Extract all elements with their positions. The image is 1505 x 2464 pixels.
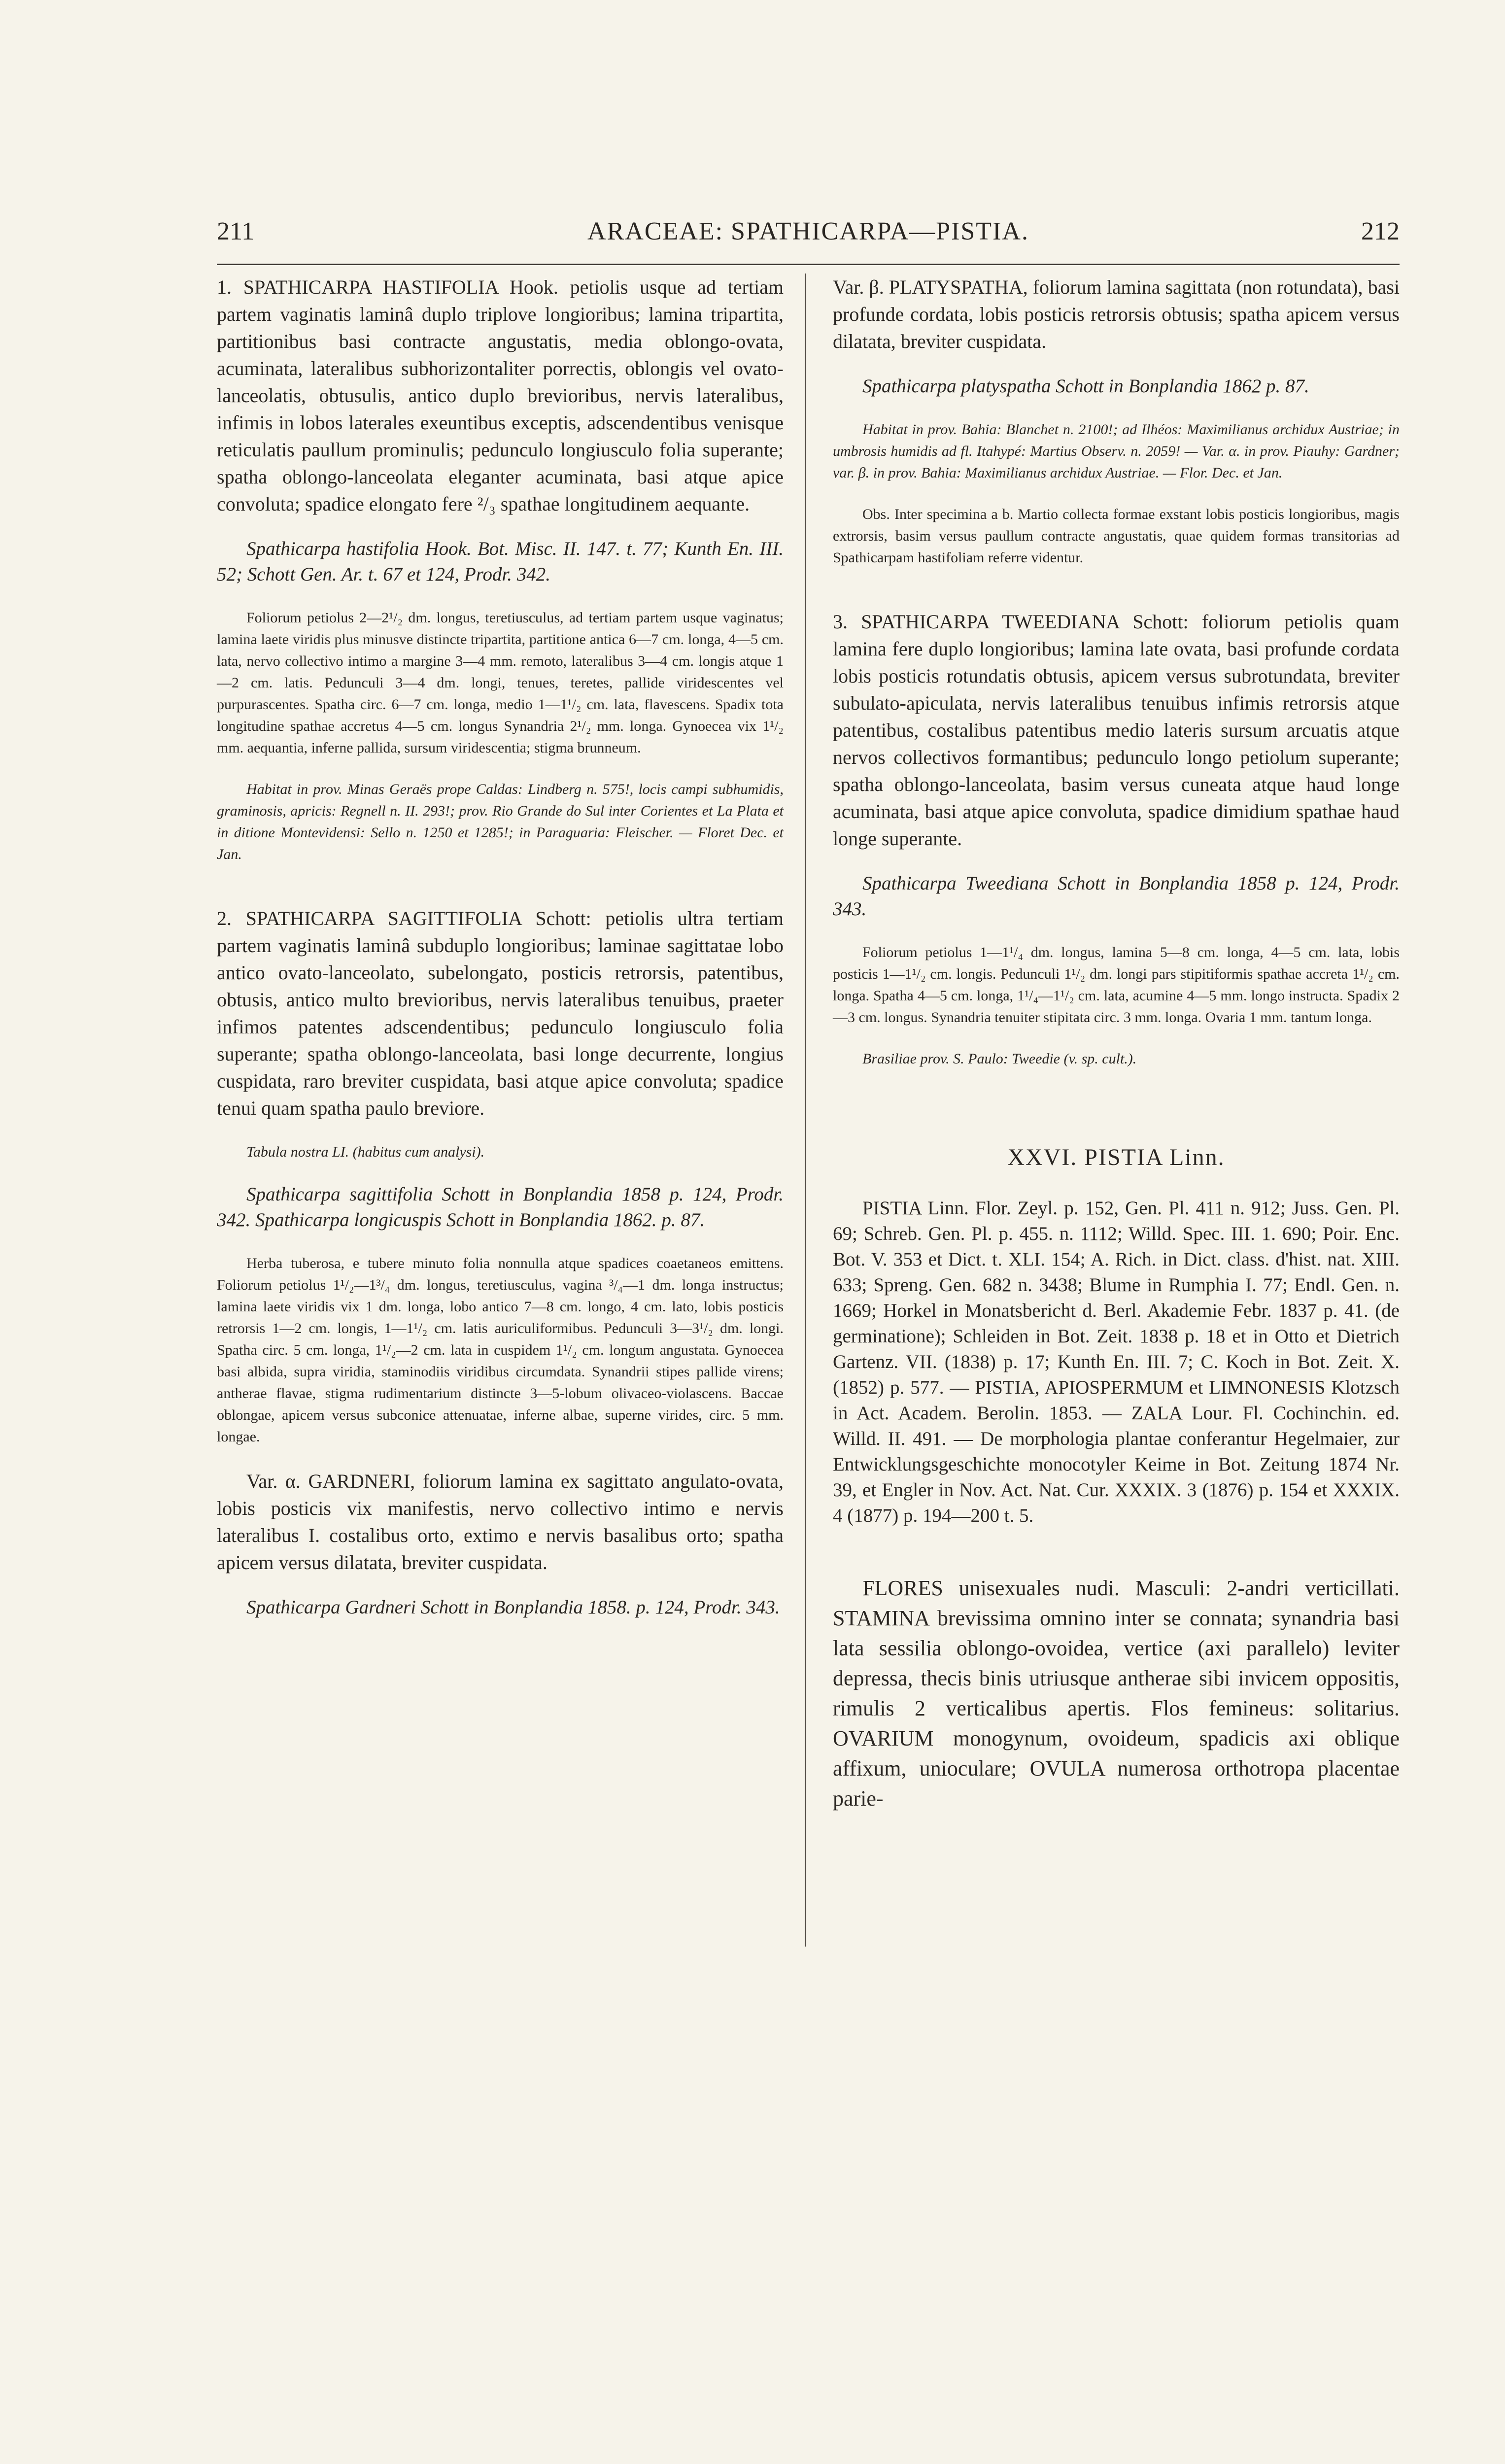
page-header (217, 217, 1400, 256)
genus-title: XXVI. PISTIA Linn. (1007, 1144, 1225, 1170)
observation-note: Obs. Inter specimina a b. Martio collecta formae exstant lobis posticis longioribus, magis extrorsis, basim versus paullum contracte angustatis, quae quidem formas transitorias ad Spathicarpam hastifoliam referre videntur. (833, 506, 1400, 566)
variety-beta-habitat: Habitat in prov. Bahia: Blanchet n. 2100!; ad Ilhéos: Maximilianus archidux Austriae; in umbrosis humidis ad fl. Itahypé: Martius Observ. n. 2059! — Var. α. in prov. Piauhy: Gardner; var. β. in prov. Bahia: Maximilianus archidux Austriae. — Flor. Dec. et Jan. (833, 421, 1400, 481)
species-1-citation: Spathicarpa hastifolia Hook. Bot. Misc. II. 147. t. 77; Kunth En. III. 52; Schott Gen. Ar. t. 67 et 124, Prodr. 342. (217, 538, 784, 585)
species-1-diagnosis: 1. SPATHICARPA HASTIFOLIA Hook. petiolis usque ad tertiam partem vaginatis laminâ duplo triplove longioribus; lamina tripartita, partitionibus basi contracte angustatis, media oblongo-ovata, acuminata, lateralibus subhorizontaliter porrectis, oblongis vel ovato-lanceolatis, obtusulis, antico duplo brevioribus, nervis lateralibus, infimis in lobos laterales exeuntibus exceptis, adscendentibus venisque reticulatis paullum prominulis; pedunculo longiusculo folia superante; spatha oblongo-lanceolata eleganter acuminata, basi atque apice convoluta; spadice elongato fere ²/₃ spathae longitudinem aequante. (217, 276, 784, 515)
species-2-variety-alpha: Var. α. GARDNERI, foliorum lamina ex sagittato angulato-ovata, lobis posticis vix manifestis, nervo collectivo intimo e nervis lateralibus I. costalibus orto, extimo e nervis basalibus orto; spatha apicem versus dilatata, breviter cuspidata. (217, 1470, 784, 1574)
genus-references: PISTIA Linn. Flor. Zeyl. p. 152, Gen. Pl. 411 n. 912; Juss. Gen. Pl. 69; Schreb. Gen. Pl. p. 455. n. 1112; Willd. Spec. III. 1. 690; Poir. Enc. Bot. V. 353 et Dict. t. XLI. 154; A. Rich. in Dict. class. d'hist. nat. XIII. 633; Spreng. Gen. 682 n. 3438; Blume in Rumphia I. 77; Endl. Gen. n. 1669; Horkel in Monatsbericht d. Berl. Akademie Febr. 1837 p. 41. (de germinatione); Schleiden in Bot. Zeit. 1838 p. 18 et in Otto et Dietrich Gartenz. VII. (1838) p. 17; Kunth En. III. 7; C. Koch in Bot. Zeit. X. (1852) p. 577. — PISTIA, APIOSPERMUM et LIMNONESIS Klotzsch in Act. Academ. Berolin. 1853. — ZALA Lour. Fl. Cochinchin. ed. Willd. II. 491. — De morphologia plantae conferantur Hegelmaier, zur Entwicklungsgeschichte monocotyler Keime in Bot. Zeitung 1874 Nr. 39, et Engler in Nov. Act. Nat. Cur. XXXIX. 3 (1876) p. 154 et XXXIX. 4 (1877) p. 194—200 t. 5. (833, 1198, 1400, 1526)
species-3-description: Foliorum petiolus 1—1¹/₄ dm. longus, lamina 5—8 cm. longa, 4—5 cm. lata, lobis posticis 1—1¹/₂ cm. longis. Pedunculi 1¹/₂ dm. longi pars stipitiformis spathae accreta 1¹/₂ cm. longa. Spatha 4—5 cm. longa, 1¹/₄—1¹/₂ cm. lata, acumine 4—5 mm. longo instructa. Spadix 2—3 cm. longus. Synandria tenuiter stipitata circ. 3 mm. longa. Ovaria 1 mm. tantum longa. (833, 944, 1400, 1026)
species-2-citation: Spathicarpa sagittifolia Schott in Bonplandia 1858 p. 124, Prodr. 342. Spathicarpa longicuspis Schott in Bonplandia 1862. p. 87. (217, 1184, 784, 1231)
left-column (217, 274, 784, 2452)
species-2-plate-note: Tabula nostra LI. (habitus cum analysi). (246, 1144, 485, 1160)
species-1-habitat: Habitat in prov. Minas Geraës prope Caldas: Lindberg n. 575!, locis campi subhumidis, graminosis, apricis: Regnell n. II. 293!; prov. Rio Grande do Sul inter Corientes et La Plata et in ditione Montevidensi: Sello n. 1250 et 1285!; in Paraguaria: Fleischer. — Floret Dec. et Jan. (217, 781, 784, 862)
column-divider (805, 274, 806, 1947)
species-2-variety-citation: Spathicarpa Gardneri Schott in Bonplandia 1858. p. 124, Prodr. 343. (246, 1597, 780, 1618)
species-3-citation: Spathicarpa Tweediana Schott in Bonplandia 1858 p. 124, Prodr. 343. (833, 873, 1400, 920)
species-1-description: Foliorum petiolus 2—2¹/₂ dm. longus, teretiusculus, ad tertiam partem usque vaginatus; lamina laete viridis plus minusve distincte tripartita, partitione antica 6—7 cm. longa, 4—5 cm. lata, nervo collectivo intimo a margine 3—4 mm. remoto, lateralibus 3—4 cm. longis atque 1—2 cm. latis. Pedunculi 3—4 dm. longi, tenues, teretes, pallide viridescentes vel purpurascentes. Spatha circ. 6—7 cm. longa, medio 1—1¹/₂ cm. lata, flavescens. Spadix tota longitudine spathae accretus 4—5 cm. longus Synandria 2¹/₂ mm. longa. Gynoecea vix 1¹/₂ mm. aequantia, inferne pallida, sursum viridescentia; stigma brunneum. (217, 610, 784, 756)
species-2-description: Herba tuberosa, e tubere minuto folia nonnulla atque spadices coaetaneos emittens. Foliorum petiolus 1¹/₂—1³/₄ dm. longus, teretiusculus, vagina ³/₄—1 dm. longa instructus; lamina laete viridis vix 1 dm. longa, lobo antico 7—8 cm. longo, 4 cm. lato, lobis posticis retrorsis 1—2 cm. longis, 1—1¹/₂ cm. latis auriculiformibus. Pedunculi 3—3¹/₂ dm. longi. Spatha circ. 5 cm. longa, 1¹/₂—2 cm. lata in cuspidem 1¹/₂ cm. longum angustata. Gynoecea basi albida, supra viridia, staminodiis viridibus circumdata. Synandrii stipes pallide virens; antherae flavae, stigma rudimentarium distincte 3—5-lobum olivaceo-violascens. Baccae oblongae, apicem versus subconice attenuatae, inferne albae, superne virides, circ. 5 mm. longae. (217, 1255, 784, 1445)
right-column (833, 274, 1400, 2452)
running-title: ARACEAE: SPATHICARPA—PISTIA. (587, 217, 1029, 245)
species-2-diagnosis: 2. SPATHICARPA SAGITTIFOLIA Schott: petiolis ultra tertiam partem vaginatis laminâ subduplo longioribus; laminae sagittatae lobo antico ovato-lanceolato, subelongato, posticis retrorsis, patentibus, obtusis, antico multo brevioribus, nervis lateralibus tenuibus, praeter infimos patentes adscendentibus; pedunculo longiusculo folia superante; spatha oblongo-lanceolata, basi longe decurrente, longius cuspidata, raro breviter cuspidata, basi atque apice convoluta; spadice tenui quam spatha paulo breviore. (217, 907, 784, 1119)
species-3-diagnosis: 3. SPATHICARPA TWEEDIANA Schott: foliorum petiolis quam lamina fere duplo longioribus; lamina late ovata, basi profunde cordata lobis posticis rotundatis obtusis, apicem versus subrotundata, breviter subulato-apiculata, nervis lateralibus tenuibus infimis retrorsis atque patentibus, costalibus patentibus medio lateris sursum arcuatis atque nervos collectivos formantibus; pedunculo longo petiolum superante; spatha oblongo-lanceolata, basim versus cuneata atque haud longe acuminata, basi atque apice convoluta, spadice dimidium spathae haud longe superante. (833, 611, 1400, 850)
species-3-habitat: Brasiliae prov. S. Paulo: Tweedie (v. sp. cult.). (862, 1051, 1137, 1067)
variety-beta: Var. β. PLATYSPATHA, foliorum lamina sagittata (non rotundata), basi profunde cordata, lobis posticis retrorsis obtusis; spatha apicem versus dilatata, breviter cuspidata. (833, 276, 1400, 352)
variety-beta-citation: Spathicarpa platyspatha Schott in Bonplandia 1862 p. 87. (862, 376, 1309, 397)
page-number-right: 212 (1361, 217, 1400, 245)
header-rule (217, 264, 1400, 265)
genus-flowers-description: FLORES unisexuales nudi. Masculi: 2-andri verticillati. STAMINA brevissima omnino inter se connata; synandria basi lata sessilia oblongo-ovoidea, vertice (axi parallelo) leviter depressa, thecis binis utriusque antherae sibi invicem oppositis, rimulis 2 verticalibus apertis. Flos femineus: solitarius. OVARIUM monogynum, ovoideum, spadicis axi oblique affixum, unioculare; OVULA numerosa orthotropa placentae parie- (833, 1576, 1400, 1811)
page-number-left: 211 (217, 217, 255, 245)
